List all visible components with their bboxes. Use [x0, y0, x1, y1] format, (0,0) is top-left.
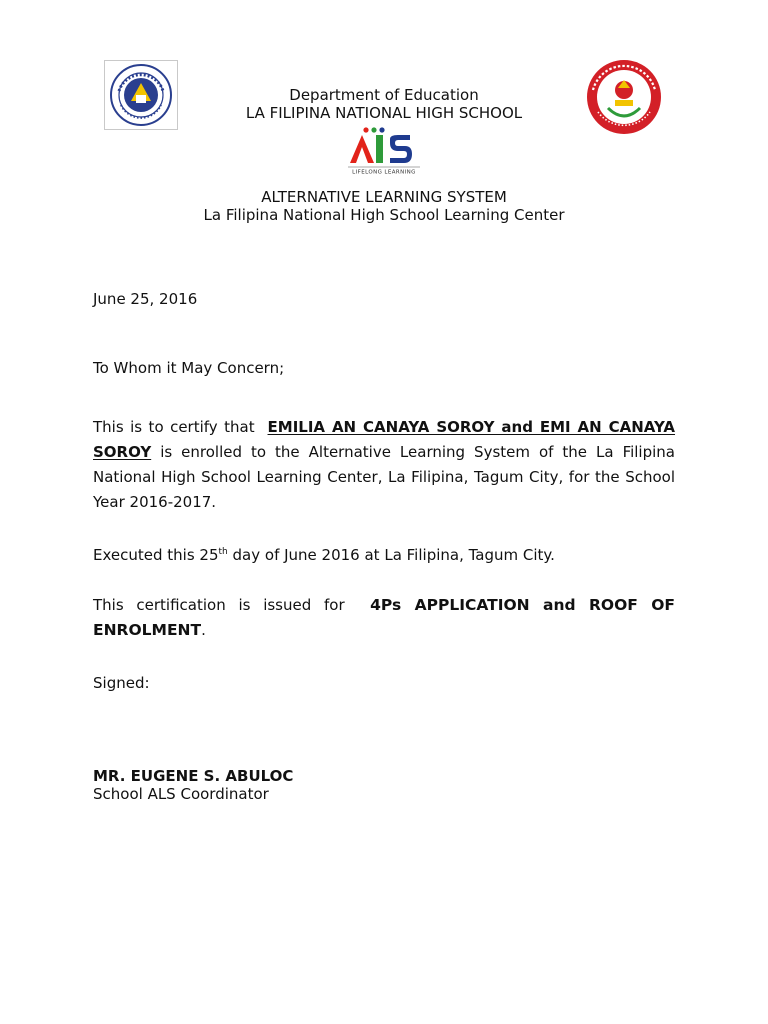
program-title: ALTERNATIVE LEARNING SYSTEM	[261, 188, 507, 206]
certify-suffix: is enrolled to the Alternative Learning System of the La Filipina National High School Learning Center, La Filipina, Tagum City, for the School Year 2016-2017.	[93, 443, 675, 511]
executed-ordinal: th	[218, 547, 228, 557]
learning-center-title: La Filipina National High School Learning Center	[203, 206, 565, 224]
letter-date: June 25, 2016	[93, 290, 198, 308]
student-names: EMILIA AN CANAYA SOROY and EMI AN CANAYA SOROY	[93, 418, 676, 461]
department-title: Department of Education	[289, 86, 479, 104]
school-name: LA FILIPINA NATIONAL HIGH SCHOOL	[245, 104, 523, 122]
signed-label: Signed:	[93, 674, 150, 692]
signatory-name: MR. EUGENE S. ABULOC	[93, 767, 294, 785]
purpose-paragraph	[93, 593, 675, 643]
salutation: To Whom it May Concern;	[93, 359, 285, 377]
certify-prefix: This is to certify that	[93, 418, 255, 436]
certification-paragraph	[93, 415, 675, 515]
executed-prefix: Executed this 25	[93, 546, 219, 564]
purpose-end: .	[201, 621, 206, 639]
als-logo	[342, 125, 426, 175]
issued-prefix: This certification is issued for	[93, 596, 345, 614]
executed-suffix: day of June 2016 at La Filipina, Tagum City.	[232, 546, 555, 564]
svg-text:LIFELONG LEARNING: LIFELONG LEARNING	[352, 169, 416, 175]
executed-line	[93, 543, 675, 568]
purpose-text: 4Ps APPLICATION and ROOF OF ENROLMENT	[93, 596, 675, 639]
signatory-title: School ALS Coordinator	[93, 785, 269, 803]
